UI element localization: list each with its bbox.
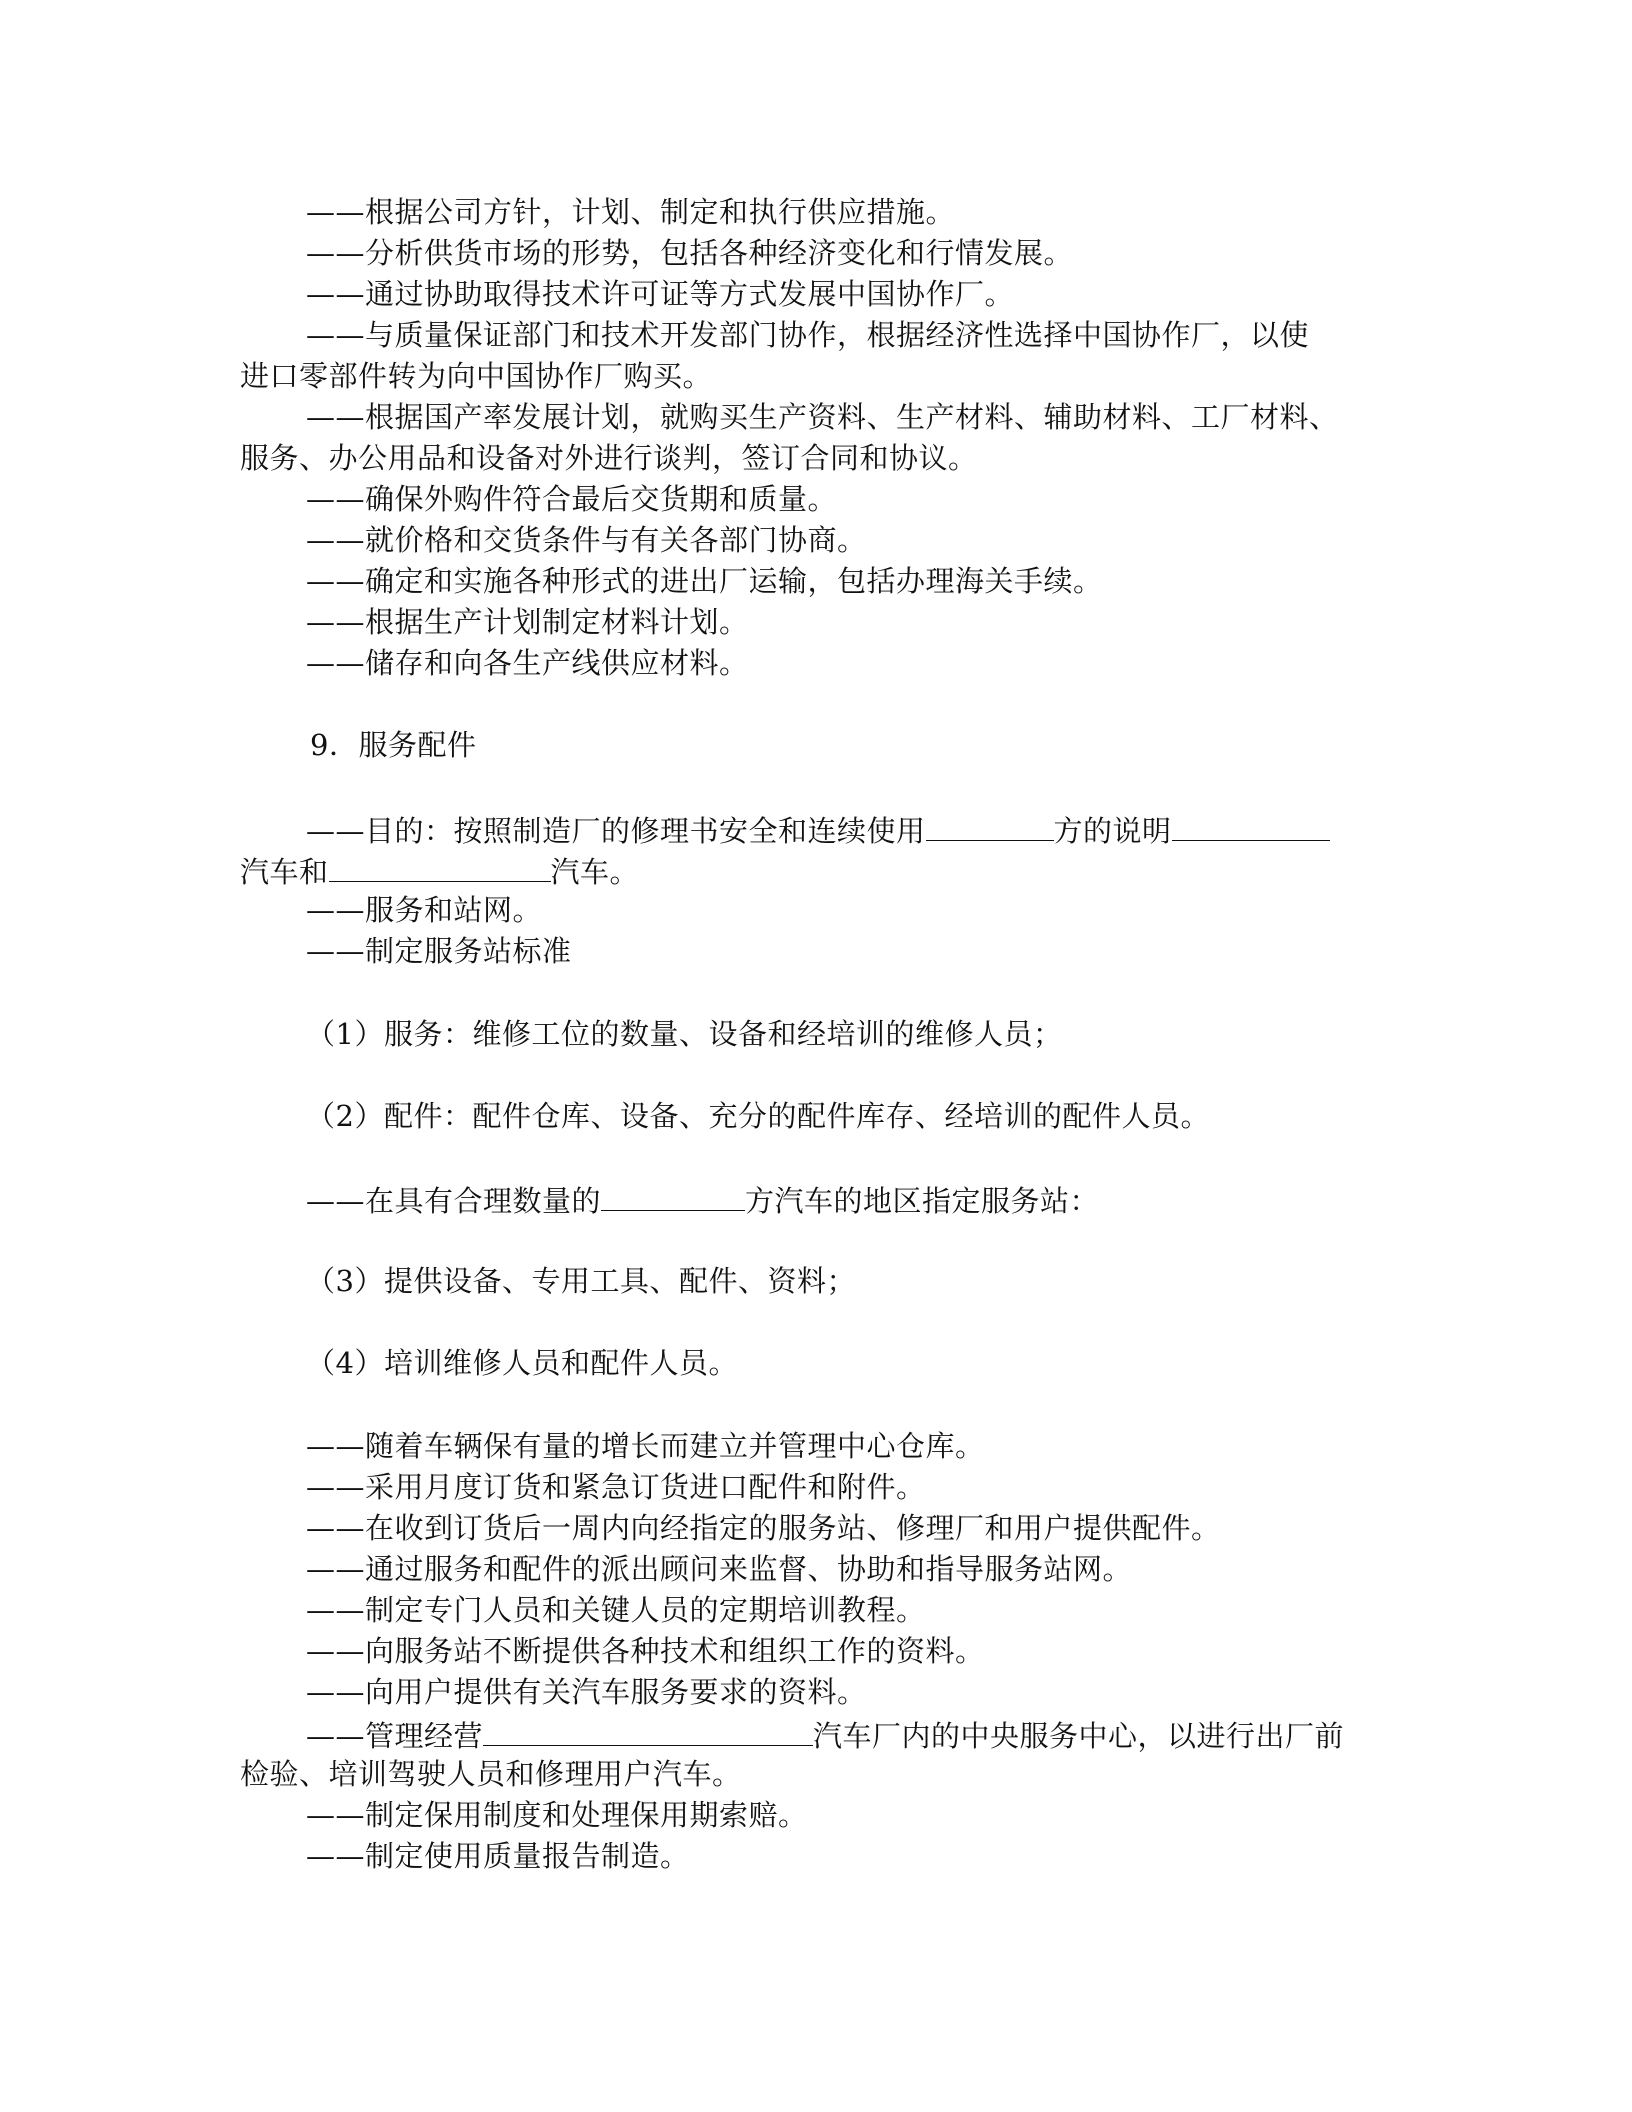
service-item-7: ——向用户提供有关汽车服务要求的资料。 <box>306 1675 867 1709</box>
purpose-line-cont <box>240 849 639 892</box>
designate-text-b: 方汽车的地区指定服务站： <box>745 1184 1100 1218</box>
purpose-text-b: 方的说明 <box>1053 814 1172 848</box>
supply-item-5: ——根据国产率发展计划，就购买生产资料、生产材料、辅助材料、工厂材料、 <box>306 400 1339 434</box>
purpose-text-c: 汽车和 <box>240 855 329 889</box>
sub-item-4: （4）培训维修人员和配件人员。 <box>306 1346 738 1380</box>
supply-item-9: ——根据生产计划制定材料计划。 <box>306 605 749 639</box>
manage-text-b: 汽车厂内的中央服务中心，以进行出厂前 <box>813 1719 1345 1753</box>
supply-item-1: ——根据公司方针，计划、制定和执行供应措施。 <box>306 195 956 229</box>
supply-item-8: ——确定和实施各种形式的进出厂运输，包括办理海关手续。 <box>306 564 1103 598</box>
supply-item-10: ——储存和向各生产线供应材料。 <box>306 646 749 680</box>
service-item-1: ——随着车辆保有量的增长而建立并管理中心仓库。 <box>306 1429 985 1463</box>
purpose-text-a: ——目的：按照制造厂的修理书安全和连续使用 <box>306 814 926 848</box>
service-item-6: ——向服务站不断提供各种技术和组织工作的资料。 <box>306 1634 985 1668</box>
service-item-4: ——通过服务和配件的派出顾问来监督、协助和指导服务站网。 <box>306 1552 1133 1586</box>
designate-line <box>306 1178 1099 1221</box>
warranty-item: ——制定保用制度和处理保用期索赔。 <box>306 1798 808 1832</box>
designate-text-a: ——在具有合理数量的 <box>306 1184 602 1218</box>
blank-field <box>601 1178 745 1211</box>
purpose-text-d: 汽车。 <box>550 855 640 889</box>
supply-item-7: ——就价格和交货条件与有关各部门协商。 <box>306 523 867 557</box>
service-net-item: ——服务和站网。 <box>306 893 543 927</box>
blank-field <box>926 808 1054 841</box>
blank-field <box>483 1713 813 1746</box>
quality-item: ——制定使用质量报告制造。 <box>306 1839 690 1873</box>
supply-item-3: ——通过协助取得技术许可证等方式发展中国协作厂。 <box>306 277 1015 311</box>
supply-item-4-cont: 进口零部件转为向中国协作厂购买。 <box>240 359 713 393</box>
blank-field <box>1172 808 1330 841</box>
section-heading: 9．服务配件 <box>310 728 477 762</box>
manage-text-a: ——管理经营 <box>306 1719 484 1753</box>
manage-line-cont: 检验、培训驾驶人员和修理用户汽车。 <box>240 1757 742 1791</box>
service-item-5: ——制定专门人员和关键人员的定期培训教程。 <box>306 1593 926 1627</box>
supply-item-5-cont: 服务、办公用品和设备对外进行谈判，签订合同和协议。 <box>240 441 978 475</box>
sub-item-2: （2）配件：配件仓库、设备、充分的配件库存、经培训的配件人员。 <box>306 1099 1210 1133</box>
purpose-line <box>306 808 1330 851</box>
service-item-3: ——在收到订货后一周内向经指定的服务站、修理厂和用户提供配件。 <box>306 1511 1221 1545</box>
standard-item: ——制定服务站标准 <box>306 934 572 968</box>
supply-item-2: ——分析供货市场的形势，包括各种经济变化和行情发展。 <box>306 236 1074 270</box>
sub-item-3: （3）提供设备、专用工具、配件、资料； <box>306 1264 856 1298</box>
manage-line <box>306 1713 1344 1756</box>
service-item-2: ——采用月度订货和紧急订货进口配件和附件。 <box>306 1470 926 1504</box>
supply-item-4: ——与质量保证部门和技术开发部门协作，根据经济性选择中国协作厂，以使 <box>306 318 1310 352</box>
supply-item-6: ——确保外购件符合最后交货期和质量。 <box>306 482 838 516</box>
sub-item-1: （1）服务：维修工位的数量、设备和经培训的维修人员； <box>306 1017 1063 1051</box>
blank-field <box>329 849 551 882</box>
